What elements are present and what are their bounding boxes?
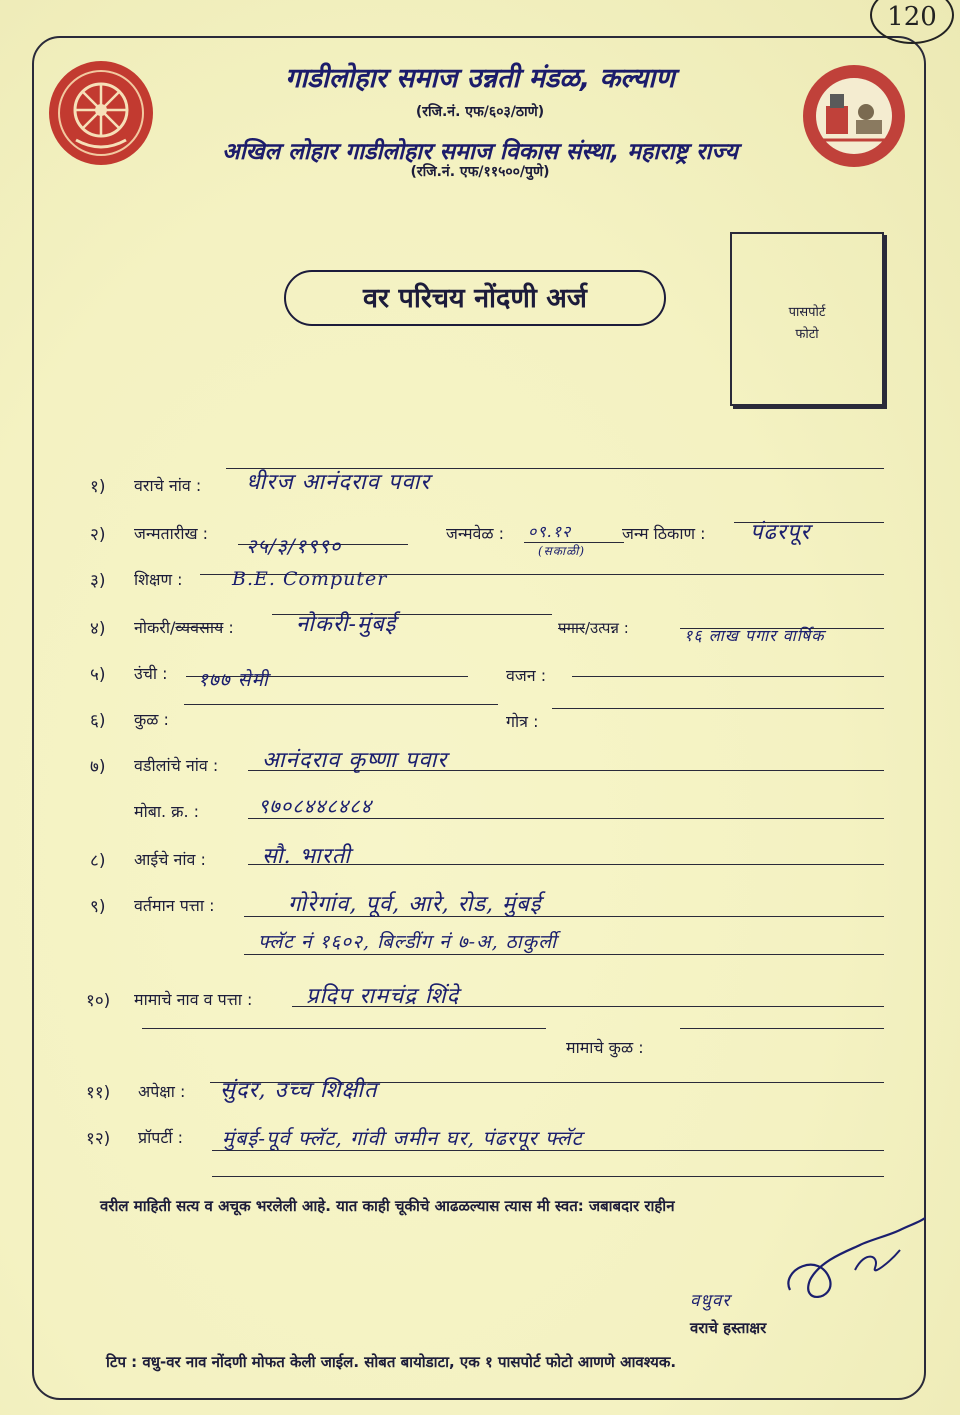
weight-line	[572, 676, 884, 677]
groom-signature	[760, 1210, 930, 1320]
expectations-value[interactable]: सुंदर, उच्च शिक्षीत	[220, 1078, 378, 1103]
birthdate-label: जन्मतारीख :	[134, 524, 209, 543]
father-name-value[interactable]: आनंदराव कृष्णा पवार	[262, 748, 448, 773]
field-number: २)	[90, 525, 106, 545]
property-value[interactable]: मुंबई-पूर्व फ्लॅट, गांवी जमीन घर, पंढरपूर फ्लॅट	[222, 1126, 583, 1150]
mother-name-value[interactable]: सौ. भारती	[262, 844, 351, 869]
groom-name-label: वराचे नांव :	[134, 476, 202, 495]
uncle-clan-label: मामाचे कुळ :	[566, 1038, 644, 1057]
birth-place-value[interactable]: पंढरपूर	[750, 520, 811, 545]
field-number: ७)	[90, 757, 106, 777]
height-label: उंची :	[134, 664, 168, 683]
address-value-line2[interactable]: फ्लॅट नं १६०२, बिल्डींग नं ७-अ, ठाकुर्ली	[258, 931, 558, 953]
birth-time-value[interactable]: ०९.१२	[528, 522, 572, 541]
height-value[interactable]: १७७ सेमी	[198, 669, 269, 691]
field-number: ४)	[90, 619, 106, 639]
salary-label-struck: पगार	[558, 619, 585, 637]
signature-scribble: वधुवर	[690, 1291, 731, 1311]
declaration-text: वरील माहिती सत्य व अचूक भरलेली आहे. यात काही चूकीचे आढळल्यास त्यास मी स्वत: जबाबदार राहीन	[100, 1197, 675, 1215]
clan-label: कुळ :	[134, 710, 169, 729]
uncle-name-address-label: मामाचे नाव व पत्ता :	[134, 990, 253, 1009]
uncle-extra-line	[680, 1028, 884, 1029]
field-number: १२)	[86, 1129, 111, 1149]
mobile-value[interactable]: ९७०८४४८४८४	[258, 794, 372, 818]
address-value-line1[interactable]: गोरेगांव, पूर्व, आरे, रोड, मुंबई	[288, 892, 542, 917]
photo-label-line1: पासपोर्ट	[788, 305, 826, 320]
org-name-secondary: अखिल लोहार गाडीलोहार समाज विकास संस्था, महाराष्ट्र राज्य	[222, 139, 738, 165]
org-registration-secondary: (रजि.नं. एफ/११५००/पुणे)	[410, 164, 550, 180]
occupation-value[interactable]: नोकरी-मुंबई	[296, 612, 397, 637]
photo-label-line2: फोटो	[795, 327, 819, 342]
field-number: ३)	[90, 571, 106, 591]
field-number: १)	[90, 477, 106, 497]
uncle-address-line	[142, 1028, 546, 1029]
mobile-label: मोबा. क्र. :	[134, 802, 200, 821]
field-number: १०)	[86, 991, 111, 1011]
signature-label: वराचे हस्ताक्षर	[690, 1319, 767, 1337]
page-number: 120	[870, 0, 954, 44]
org-name-primary: गाडीलोहार समाज उन्नती मंडळ, कल्याण	[285, 63, 675, 94]
gotra-label: गोत्र :	[506, 712, 539, 731]
income-label: /उत्पन्न :	[585, 619, 629, 637]
property-label: प्रॉपर्टी :	[138, 1128, 184, 1147]
birth-place-label: जन्म ठिकाण :	[622, 524, 706, 543]
groom-name-value[interactable]: धीरज आनंदराव पवार	[246, 470, 431, 495]
expectations-label: अपेक्षा :	[138, 1082, 186, 1101]
occupation-label-job: नोकरी/	[134, 618, 176, 637]
occupation-label-business-struck: व्यवसाय	[175, 618, 224, 637]
education-label: शिक्षण :	[134, 570, 183, 589]
mother-name-label: आईचे नांव :	[134, 850, 206, 869]
birth-time-label: जन्मवेळ :	[446, 524, 505, 543]
address-label: वर्तमान पत्ता :	[134, 896, 215, 915]
field-number: ६)	[90, 711, 106, 731]
passport-photo-box[interactable]	[730, 232, 884, 406]
clan-line	[184, 704, 498, 705]
father-name-label: वडीलांचे नांव :	[134, 756, 219, 775]
property-line-2	[212, 1176, 884, 1177]
weight-label: वजन :	[506, 666, 547, 685]
education-value[interactable]: B.E. Computer	[232, 568, 388, 590]
birthdate-value[interactable]: २५/३/१९९०	[246, 534, 342, 558]
address-line-2	[244, 954, 884, 955]
org-registration-primary: (रजि.नं. एफ/६०३/ठाणे)	[415, 104, 545, 120]
footer-note: टिप : वधु-वर नाव नोंदणी मोफत केली जाईल. सोबत बायोडाटा, एक १ पासपोर्ट फोटो आणणे आवश्यक.	[106, 1353, 677, 1371]
gotra-line	[552, 708, 884, 709]
income-value[interactable]: १६ लाख पगार वार्षिक	[684, 626, 825, 645]
field-number: ९)	[90, 897, 106, 917]
field-number: ८)	[90, 851, 106, 871]
field-number: ११)	[86, 1083, 111, 1103]
uncle-name-value[interactable]: प्रदिप रामचंद्र शिंदे	[306, 984, 460, 1009]
birth-time-note: (सकाळी)	[538, 544, 586, 558]
field-number: ५)	[90, 665, 106, 685]
form-title: वर परिचय नोंदणी अर्ज	[284, 270, 666, 326]
